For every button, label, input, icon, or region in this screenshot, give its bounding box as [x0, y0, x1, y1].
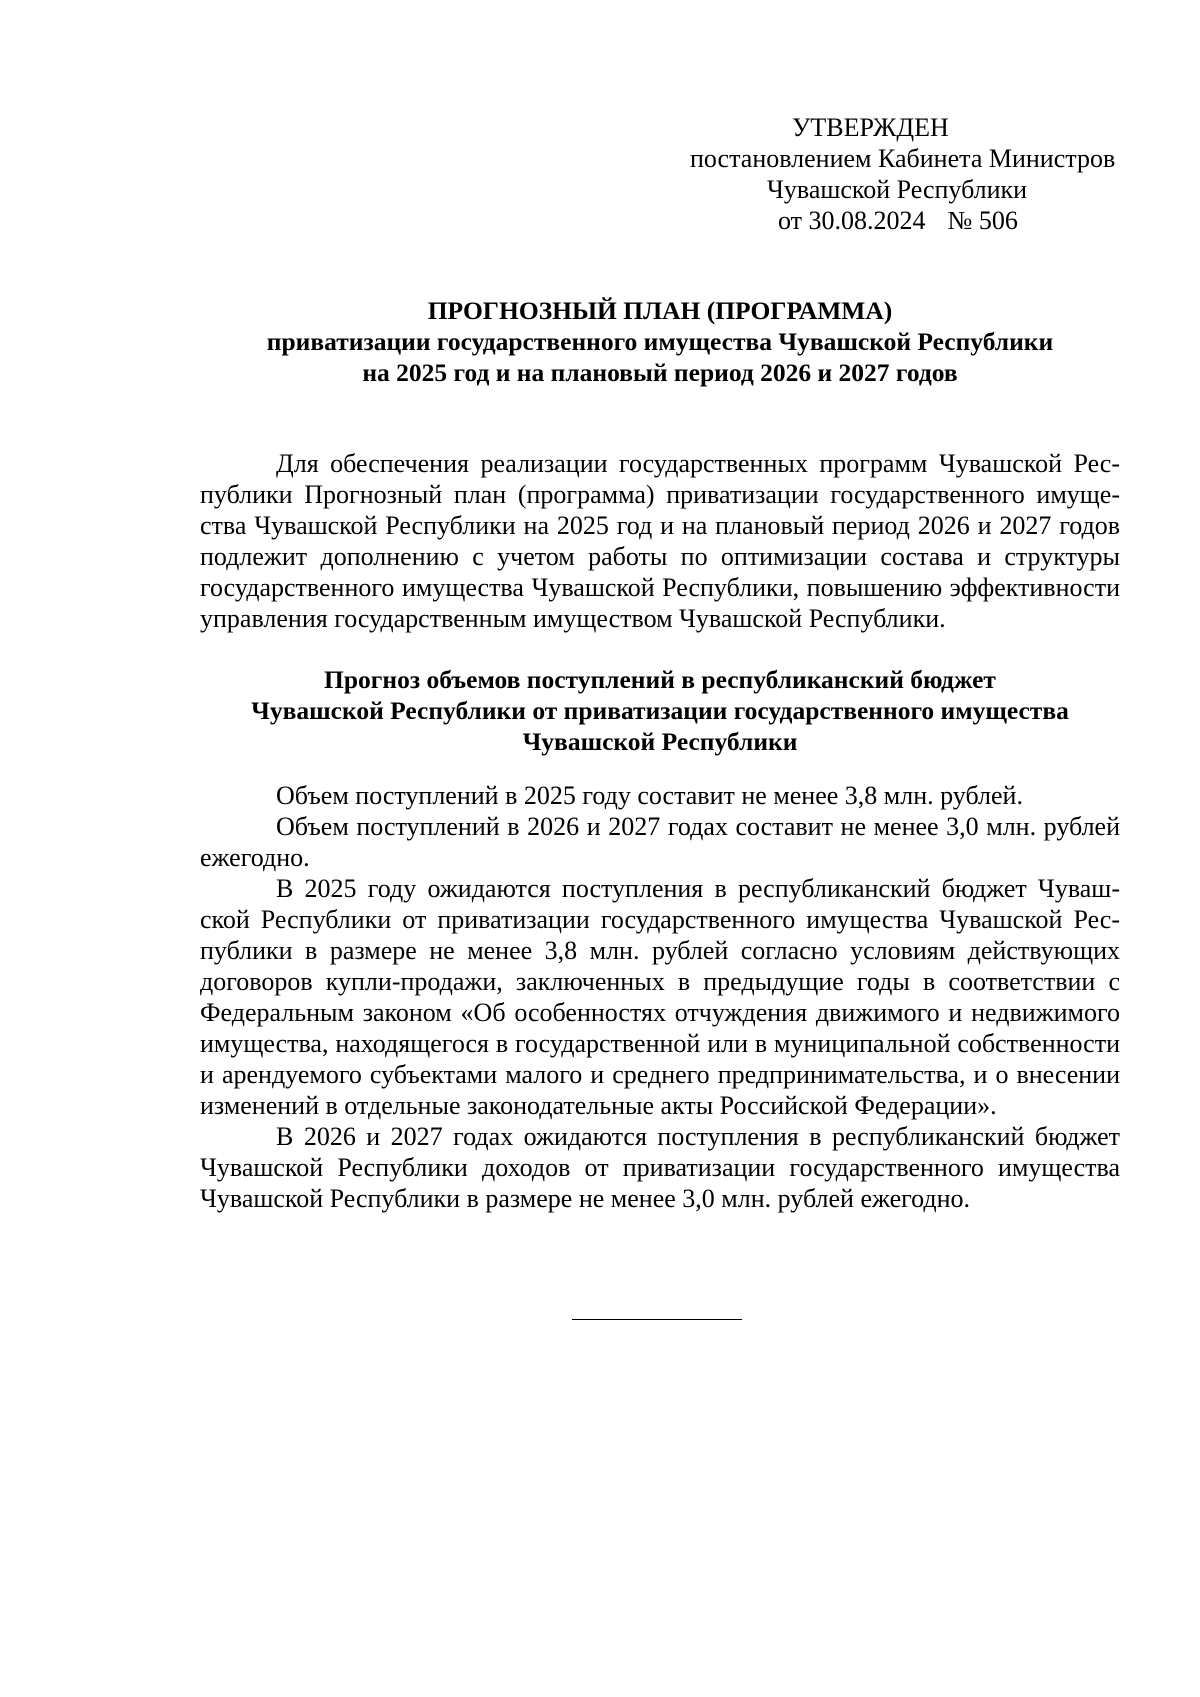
document-title-line-2: приватизации государственного имущества Чувашской Республики [266, 327, 1054, 356]
end-of-document-rule [572, 1319, 742, 1320]
document-title-line-1: ПРОГНОЗНЫЙ ПЛАН (ПРОГРАММА) [427, 296, 893, 325]
approval-stamp-block [660, 112, 1140, 236]
intro-section [200, 448, 1120, 634]
forecast-paragraph: В 2026 и 2027 годах ожидаются поступления в республиканский бюджет Чувашской Республики доходов от приватизации государственного имущества Чувашской Республики в размере не менее 3,0 млн. рублей ежегодно. [200, 1122, 1120, 1213]
approval-date: от 30.08.2024 [778, 206, 926, 235]
forecast-paragraph: В 2025 году ожидаются поступления в республиканский бюджет Чувашской Республики от приватизации государственного имущества Чувашской Республики в размере не менее 3,8 млн. рублей согласно условиям действующих договоров купли-продажи, заключенных в предыдущие годы в соответствии с Федеральным законом «Об особенностях отчуждения движимого и недвижимого имущества, находящегося в государственной или в муниципальной собственности и арендуемого субъектами малого и среднего предпринимательства, и о внесении изменений в отдельные законодательные акты Российской Федерации». [200, 874, 1120, 1120]
approval-authority: постановлением Кабинета Министров [690, 144, 1116, 173]
forecast-paragraph: Объем поступлений в 2026 и 2027 годах составит не менее 3,0 млн. рублей ежегодно. [200, 812, 1120, 872]
document-title-line-3: на 2025 год и на плановый период 2026 и 2027 годов [362, 358, 958, 387]
section-title [200, 664, 1120, 757]
approval-date-number [660, 205, 1140, 236]
intro-paragraph: Для обеспечения реализации государственных программ Чувашской Республики Прогнозный план (программа) приватизации государственного имущества Чувашской Республики на 2025 год и на плановый период 2026 и 2027 годов подлежит дополнению с учетом работы по оптимизации состава и структуры государственного имущества Чувашской Республики, повышению эффективности управления государственным имуществом Чувашской Республики. [200, 449, 1120, 633]
forecast-section [200, 780, 1120, 1214]
document-title [200, 295, 1120, 388]
approval-region: Чувашской Республики [767, 175, 1028, 204]
approval-heading: УТВЕРЖДЕН [792, 113, 949, 142]
forecast-paragraph: Объем поступлений в 2025 году составит не менее 3,8 млн. рублей. [276, 781, 1023, 810]
section-title-line-3: Чувашской Республики [522, 727, 798, 756]
section-title-line-2: Чувашской Республики от приватизации государственного имущества [251, 696, 1069, 725]
approval-number: № 506 [947, 206, 1018, 235]
section-title-line-1: Прогноз объемов поступлений в республиканский бюджет [324, 665, 996, 694]
